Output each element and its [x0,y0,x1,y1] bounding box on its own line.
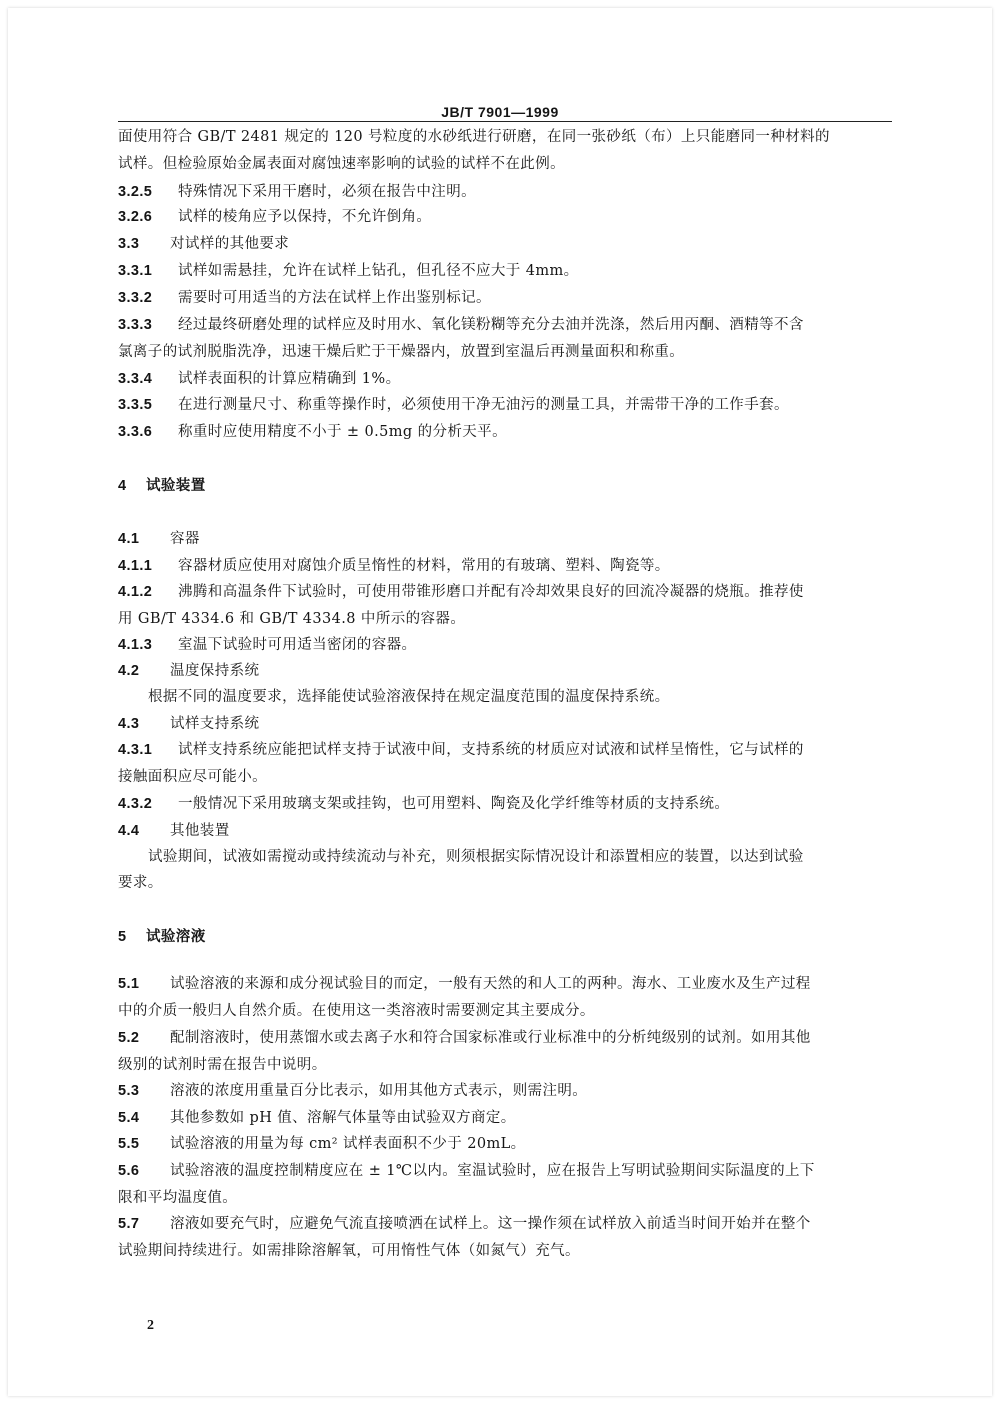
clause-text: 级别的试剂时需在报告中说明。 [118,1057,327,1073]
clause-text: 试样。但检验原始金属表面对腐蚀速率影响的试验的试样不在此例。 [118,156,565,172]
text-line [118,343,684,361]
clause-text: 试样如需悬挂，允许在试样上钻孔，但孔径不应大于 4mm。 [178,263,579,279]
text-line [118,208,431,226]
header-rule [118,121,892,122]
clause-number: 4.3 [118,716,140,732]
text-line [118,715,259,733]
clause-text: 试样的棱角应予以保持，不允许倒角。 [178,209,432,225]
clause-text: 氯离子的试剂脱脂洗净，迅速干燥后贮于干燥器内，放置到室温后再测量面积和称重。 [118,344,685,360]
text-line [148,848,804,866]
text-line [118,975,811,993]
clause-number: 5.1 [118,976,140,992]
clause-text: 接触面积应尽可能小。 [118,769,267,785]
text-line [118,741,804,759]
text-line [118,583,804,601]
clause-text: 在进行测量尺寸、称重等操作时，必须使用干净无油污的测量工具，并需带干净的工作手套。 [178,397,789,413]
clause-number: 4.1.3 [118,637,153,653]
text-line [118,1029,811,1047]
text-line [118,235,289,253]
clause-text: 要求。 [118,875,163,891]
clause-number: 4.1 [118,531,140,547]
clause-number: 5.4 [118,1110,140,1126]
text-line [118,1242,580,1260]
text-line [118,874,163,892]
clause-text: 试验溶液的温度控制精度应在 ± 1℃以内。室温试验时，应在报告上写明试验期间实际温度的上下 [170,1163,815,1179]
text-line [118,477,206,495]
clause-text: 一般情况下采用玻璃支架或挂钩，也可用塑料、陶瓷及化学纤维等材质的支持系统。 [178,796,730,812]
text-line [118,128,830,146]
text-line [118,1135,526,1153]
clause-text: 试验装置 [146,477,206,494]
clause-number: 3.3.5 [118,397,153,413]
text-line [118,289,491,307]
clause-text: 容器 [170,531,200,547]
clause-number: 3.2.6 [118,209,153,225]
clause-text: 中的介质一般归人自然介质。在使用这一类溶液时需要测定其主要成分。 [118,1003,595,1019]
text-line [118,530,200,548]
clause-text: 试验溶液 [146,928,206,945]
clause-text: 其他装置 [170,823,230,839]
clause-text: 特殊情况下采用干磨时，必须在报告中注明。 [178,184,476,200]
text-line [118,1215,811,1233]
text-line [118,928,206,946]
clause-number: 4 [118,478,127,494]
text-line [118,1189,237,1207]
clause-text: 其他参数如 pH 值、溶解气体量等由试验双方商定。 [170,1110,516,1126]
clause-number: 5.3 [118,1083,140,1099]
text-line [118,423,507,441]
text-line [118,316,804,334]
text-line [118,1082,587,1100]
clause-text: 试验溶液的用量为每 cm² 试样表面积不少于 20mL。 [170,1136,526,1152]
clause-text: 配制溶液时，使用蒸馏水或去离子水和符合国家标准或行业标准中的分析纯级别的试剂。如用其他 [170,1030,811,1046]
clause-number: 4.2 [118,663,140,679]
text-line [118,768,267,786]
clause-text: 试验期间，试液如需搅动或持续流动与补充，则须根据实际情况设计和添置相应的装置，以达到试验 [148,849,804,865]
clause-number: 4.3.2 [118,796,153,812]
clause-number: 3.3.2 [118,290,153,306]
text-line [118,662,259,680]
text-line [118,795,729,813]
text-line [118,396,789,414]
text-line [118,1002,595,1020]
page-number: 2 [147,1318,154,1333]
clause-text: 试验溶液的来源和成分视试验目的而定，一般有天然的和人工的两种。海水、工业废水及生产过程 [170,976,811,992]
clause-number: 3.3 [118,236,140,252]
text-line [118,1162,815,1180]
document-header: JB/T 7901—1999 [441,104,559,120]
text-line [118,1109,516,1127]
clause-number: 3.3.6 [118,424,153,440]
clause-text: 称重时应使用精度不小于 ± 0.5mg 的分析天平。 [178,424,507,440]
clause-text: 根据不同的温度要求，选择能使试验溶液保持在规定温度范围的温度保持系统。 [148,689,670,705]
clause-number: 3.3.4 [118,371,153,387]
clause-text: 试样支持系统 [170,716,260,732]
clause-text: 沸腾和高温条件下试验时，可使用带锥形磨口并配有冷却效果良好的回流冷凝器的烧瓶。推荐使 [178,584,804,600]
clause-text: 试样支持系统应能把试样支持于试液中间，支持系统的材质应对试液和试样呈惰性，它与试样的 [178,742,804,758]
clause-number: 5.7 [118,1216,140,1232]
clause-number: 5 [118,929,127,945]
clause-number: 3.2.5 [118,184,153,200]
text-line [118,183,476,201]
clause-number: 3.3.3 [118,317,153,333]
text-line [118,557,670,575]
clause-text: 经过最终研磨处理的试样应及时用水、氧化镁粉糊等充分去油并洗涤，然后用丙酮、酒精等不含 [178,317,804,333]
text-line [118,262,579,280]
clause-text: 容器材质应使用对腐蚀介质呈惰性的材料，常用的有玻璃、塑料、陶瓷等。 [178,558,670,574]
clause-text: 室温下试验时可用适当密闭的容器。 [178,637,417,653]
clause-number: 4.1.1 [118,558,153,574]
text-line [118,1056,327,1074]
clause-number: 5.2 [118,1030,140,1046]
clause-text: 需要时可用适当的方法在试样上作出鉴别标记。 [178,290,491,306]
clause-text: 对试样的其他要求 [170,236,290,252]
clause-text: 溶液如要充气时，应避免气流直接喷洒在试样上。这一操作须在试样放入前适当时间开始并在整个 [170,1216,811,1232]
clause-text: 温度保持系统 [170,663,260,679]
clause-number: 4.4 [118,823,140,839]
clause-number: 4.3.1 [118,742,153,758]
clause-number: 3.3.1 [118,263,153,279]
clause-text: 限和平均温度值。 [118,1190,238,1206]
text-line [118,370,401,388]
clause-number: 4.1.2 [118,584,153,600]
clause-text: 试样表面积的计算应精确到 1%。 [178,371,401,387]
text-line [148,688,670,706]
clause-text: 溶液的浓度用重量百分比表示，如用其他方式表示，则需注明。 [170,1083,588,1099]
text-line [118,822,230,840]
clause-number: 5.6 [118,1163,140,1179]
clause-text: 用 GB/T 4334.6 和 GB/T 4334.8 中所示的容器。 [118,611,466,627]
clause-text: 面使用符合 GB/T 2481 规定的 120 号粒度的水砂纸进行研磨，在同一张砂纸（布）上只能磨同一种材料的 [118,129,830,145]
clause-text: 试验期间持续进行。如需排除溶解氧，可用惰性气体（如氮气）充气。 [118,1243,580,1259]
text-line [118,155,565,173]
text-line [118,610,465,628]
clause-number: 5.5 [118,1136,140,1152]
text-line [118,636,416,654]
